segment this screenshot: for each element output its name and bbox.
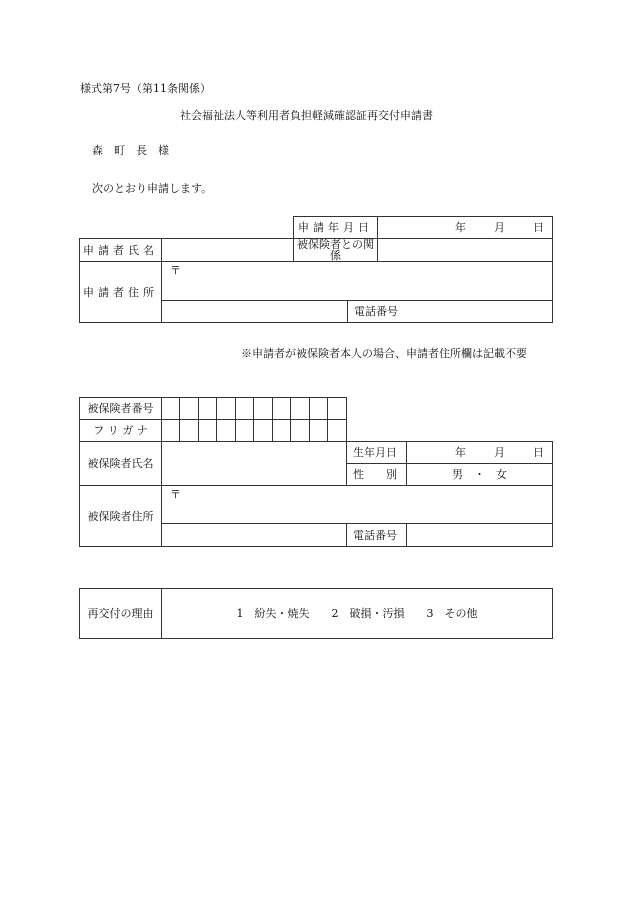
year-label: 年 (455, 221, 466, 234)
furigana-cell[interactable] (310, 420, 328, 442)
furigana-cell[interactable] (273, 420, 291, 442)
applicant-name-field[interactable] (162, 239, 294, 262)
applicant-address-field[interactable] (162, 262, 553, 301)
postal-mark: 〒 (170, 488, 181, 501)
application-date-field[interactable] (378, 217, 553, 239)
insured-number-digit[interactable] (199, 398, 217, 420)
sex-label: 性 別 (347, 464, 407, 486)
birth-date-field[interactable] (407, 442, 553, 464)
address-continuation[interactable] (162, 524, 347, 547)
day-label: 日 (533, 446, 544, 459)
blank-cell (347, 398, 553, 420)
applicant-note: ※申請者が被保険者本人の場合、申請者住所欄は記載不要 (241, 347, 527, 360)
relation-field[interactable] (378, 239, 553, 262)
applicant-name-label: 申請者氏名 (80, 239, 162, 262)
addressee: 森 町 長 様 (92, 144, 169, 157)
insured-number-digit[interactable] (162, 398, 180, 420)
applicant-address-label: 申請者住所 (80, 262, 162, 323)
blank-cell (80, 217, 294, 239)
insured-number-digit[interactable] (180, 398, 199, 420)
insured-number-digit[interactable] (291, 398, 310, 420)
insured-table (79, 397, 553, 547)
postal-mark: 〒 (170, 264, 181, 277)
insured-name-field[interactable] (162, 442, 347, 486)
form-title: 社会福祉法人等利用者負担軽減確認証再交付申請書 (180, 109, 433, 122)
form-number: 様式第7号（第11条関係） (80, 82, 211, 95)
applicant-phone-label: 電話番号 (348, 301, 553, 323)
insured-number-digit[interactable] (273, 398, 291, 420)
furigana-cell[interactable] (199, 420, 217, 442)
insured-name-label: 被保険者氏名 (80, 442, 162, 486)
insured-address-label: 被保険者住所 (80, 486, 162, 547)
relation-label: 被保険者との関係 (294, 239, 378, 262)
day-label: 日 (533, 221, 544, 234)
address-continuation[interactable] (162, 301, 348, 323)
reason-table (79, 588, 553, 639)
month-label: 月 (494, 221, 505, 234)
furigana-label: フ リ ガ ナ (80, 420, 162, 442)
insured-number-digit[interactable] (217, 398, 236, 420)
insured-number-label: 被保険者番号 (80, 398, 162, 420)
insured-number-digit[interactable] (236, 398, 254, 420)
blank-cell (347, 420, 553, 442)
birth-date-label: 生年月日 (347, 442, 407, 464)
insured-number-digit[interactable] (328, 398, 347, 420)
insured-number-digit[interactable] (254, 398, 273, 420)
furigana-cell[interactable] (162, 420, 180, 442)
intro-text: 次のとおり申請します。 (92, 182, 213, 195)
furigana-cell[interactable] (236, 420, 254, 442)
furigana-cell[interactable] (291, 420, 310, 442)
insured-phone-field[interactable] (407, 524, 553, 547)
insured-number-digit[interactable] (310, 398, 328, 420)
application-date-label: 申請年月日 (294, 217, 378, 239)
sex-options[interactable]: 男 ・ 女 (407, 464, 553, 486)
applicant-table (79, 216, 553, 323)
month-label: 月 (494, 446, 505, 459)
reason-label: 再交付の理由 (80, 589, 162, 639)
furigana-cell[interactable] (328, 420, 347, 442)
furigana-cell[interactable] (180, 420, 199, 442)
furigana-cell[interactable] (254, 420, 273, 442)
year-label: 年 (455, 446, 466, 459)
insured-address-field[interactable] (162, 486, 553, 524)
insured-phone-label: 電話番号 (347, 524, 407, 547)
reason-options[interactable]: 1 紛失・焼失 2 破損・汚損 3 その他 (162, 589, 553, 639)
furigana-cell[interactable] (217, 420, 236, 442)
